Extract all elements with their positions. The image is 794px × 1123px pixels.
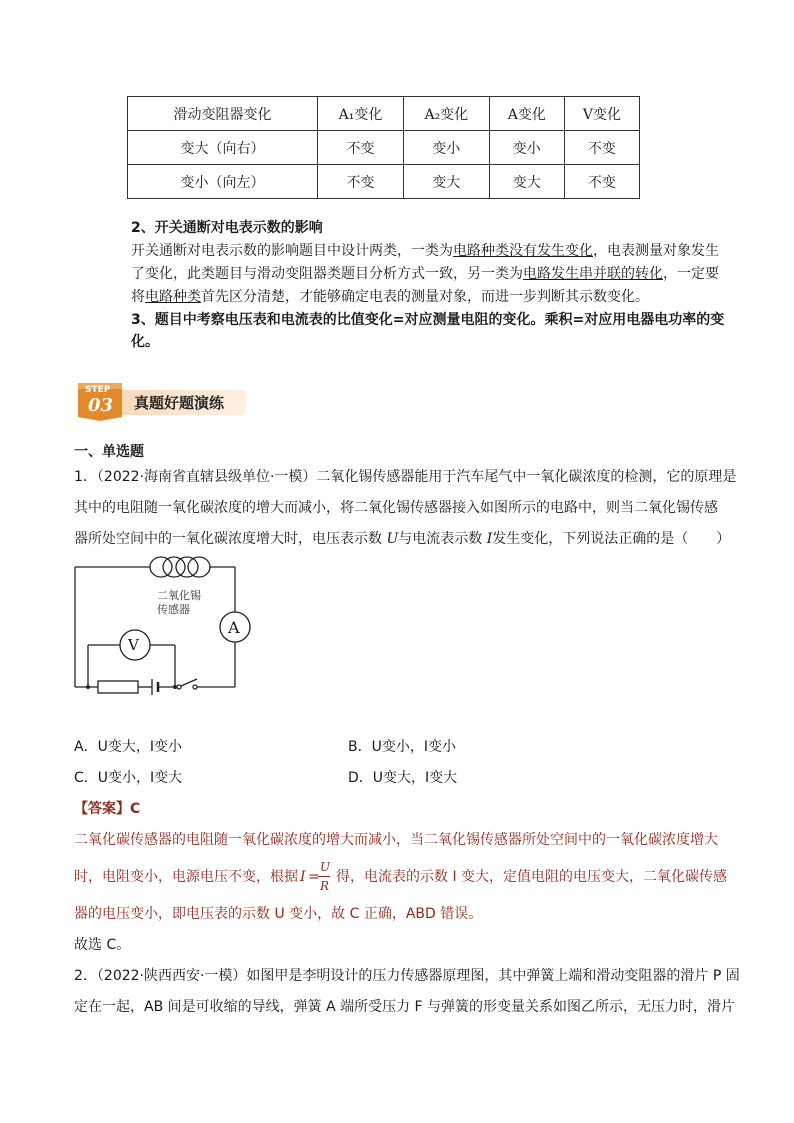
option-key: C． [74,770,98,786]
table-header-cell: 滑动变阻器变化 [128,97,318,131]
text-span: 发生变化，下列说法正确的是（ ） [492,531,731,547]
q2-line2: 定在一起，AB 间是可收缩的导线，弹簧 A 端所受压力 F 与弹簧的形变量关系如图乙所示，无压力时，滑片 [74,999,736,1015]
table-cell: 不变 [318,131,404,165]
section2-line3 [131,287,731,307]
formula-i: I [300,869,306,885]
sensor-label-line1: 二氧化锡 [157,589,201,602]
text-span: ，电表测量对象发生 [593,243,719,259]
select-conclusion: 故选 C。 [74,937,131,953]
section2-line2 [131,264,731,284]
text-span: 首先区分清楚，才能够确定电表的测量对象，而进一步判断其示数变化。 [201,289,649,305]
table-row [128,165,640,199]
table-cell: 变大 [489,165,564,199]
explanation-line1: 二氧化碳传感器的电阻随一氧化碳浓度的增大而减小，当二氧化锡传感器所处空间中的一氧化碳浓度增大 [74,832,718,848]
part-heading: 一、单选题 [74,444,144,460]
answer-label: 【答案】C [74,801,141,817]
ammeter-label: A [228,618,240,637]
option-key: B． [348,739,372,755]
section3-line2: 化。 [131,334,159,350]
q1-line2: 其中的电阻随一氧化碳浓度的增大而减小，将二氧化锡传感器接入如图所示的电路中，则当二氧化锡传感 [74,500,718,516]
step-number: 03 [88,395,114,416]
voltmeter-label: V [128,636,139,654]
table-cell: 变小 [403,131,489,165]
option-a [74,737,182,757]
table-cell: 不变 [564,131,639,165]
table-cell: 变小（向左） [128,165,318,199]
formula-r: R [320,879,330,893]
change-table [127,96,640,199]
table-cell: 变小 [489,131,564,165]
step-badge [76,381,246,421]
section2-line1 [131,241,731,261]
option-c [74,768,182,788]
formula-i-u-r [298,860,336,893]
option-key: D． [348,770,373,786]
table-cell: 变大 [403,165,489,199]
var-i: I [486,531,493,547]
text-span: 器所处空间中的一氧化碳浓度增大时，电压表示数 [74,531,387,547]
table-row [128,131,640,165]
explanation-line2 [74,860,734,893]
option-key: A． [74,739,98,755]
sensor-label-line2: 传感器 [157,603,190,616]
table-cell: 不变 [564,165,639,199]
option-b [348,737,456,757]
q1-line3 [74,529,734,549]
text-span: 了变化，此类题目与滑动变阻器类题目分析方式一致，另一类为 [131,266,523,282]
option-text: U变大，I变小 [97,739,182,755]
text-span: ，一定要 [663,266,719,282]
table-cell: 不变 [318,165,404,199]
section2-title: 2、开关通断对电表示数的影响 [131,220,323,236]
text-span: 与电流表示数 [398,531,487,547]
table-header-cell: A₂变化 [403,97,489,131]
underlined-text: 电路发生串并联的转化 [523,266,663,282]
option-text: U变小，I变大 [97,770,183,786]
q2-line1: 2．（2022·陕西西安·一模）如图甲是李明设计的压力传感器原理图，其中弹簧上端和滑动变阻器的滑片 P 固 [74,968,740,984]
text-span: 开关通断对电表示数的影响题目中设计两类，一类为 [131,243,453,259]
explanation-line3: 器的电压变小，即电压表的示数 U 变小，故 C 正确，ABD 错误。 [74,906,483,922]
option-text: U变大，I变大 [372,770,458,786]
text-span: 得，电流表的示数 I 变大，定值电阻的电压变大，二氧化碳传感 [336,869,728,885]
q1-line1: 1．（2022·海南省直辖县级单位·一模）二氧化锡传感器能用于汽车尾气中一氧化碳浓度的检测，它的原理是 [74,469,737,485]
text-span: 将 [131,289,145,305]
table-header-cell: V变化 [564,97,639,131]
option-text: U变小，I变小 [371,739,456,755]
table-header-cell: A变化 [489,97,564,131]
section3-line1: 3、题目中考察电压表和电流表的比值变化=对应测量电阻的变化。乘积=对应用电器电功率的变 [131,312,725,328]
text-span: 时，电阻变小，电源电压不变，根据 [74,869,298,885]
step-title: 真题好题演练 [134,394,225,412]
table-header-cell: A₁变化 [318,97,404,131]
underlined-text: 电路种类 [145,289,201,305]
underlined-text: 电路种类没有发生变化 [453,243,593,259]
table-header-row [128,97,640,131]
option-d [348,768,457,788]
table-cell: 变大（向右） [128,131,318,165]
var-u: U [386,531,399,547]
step-label: STEP [85,385,111,395]
formula-u: U [320,860,331,874]
formula-equals: = [308,869,320,885]
